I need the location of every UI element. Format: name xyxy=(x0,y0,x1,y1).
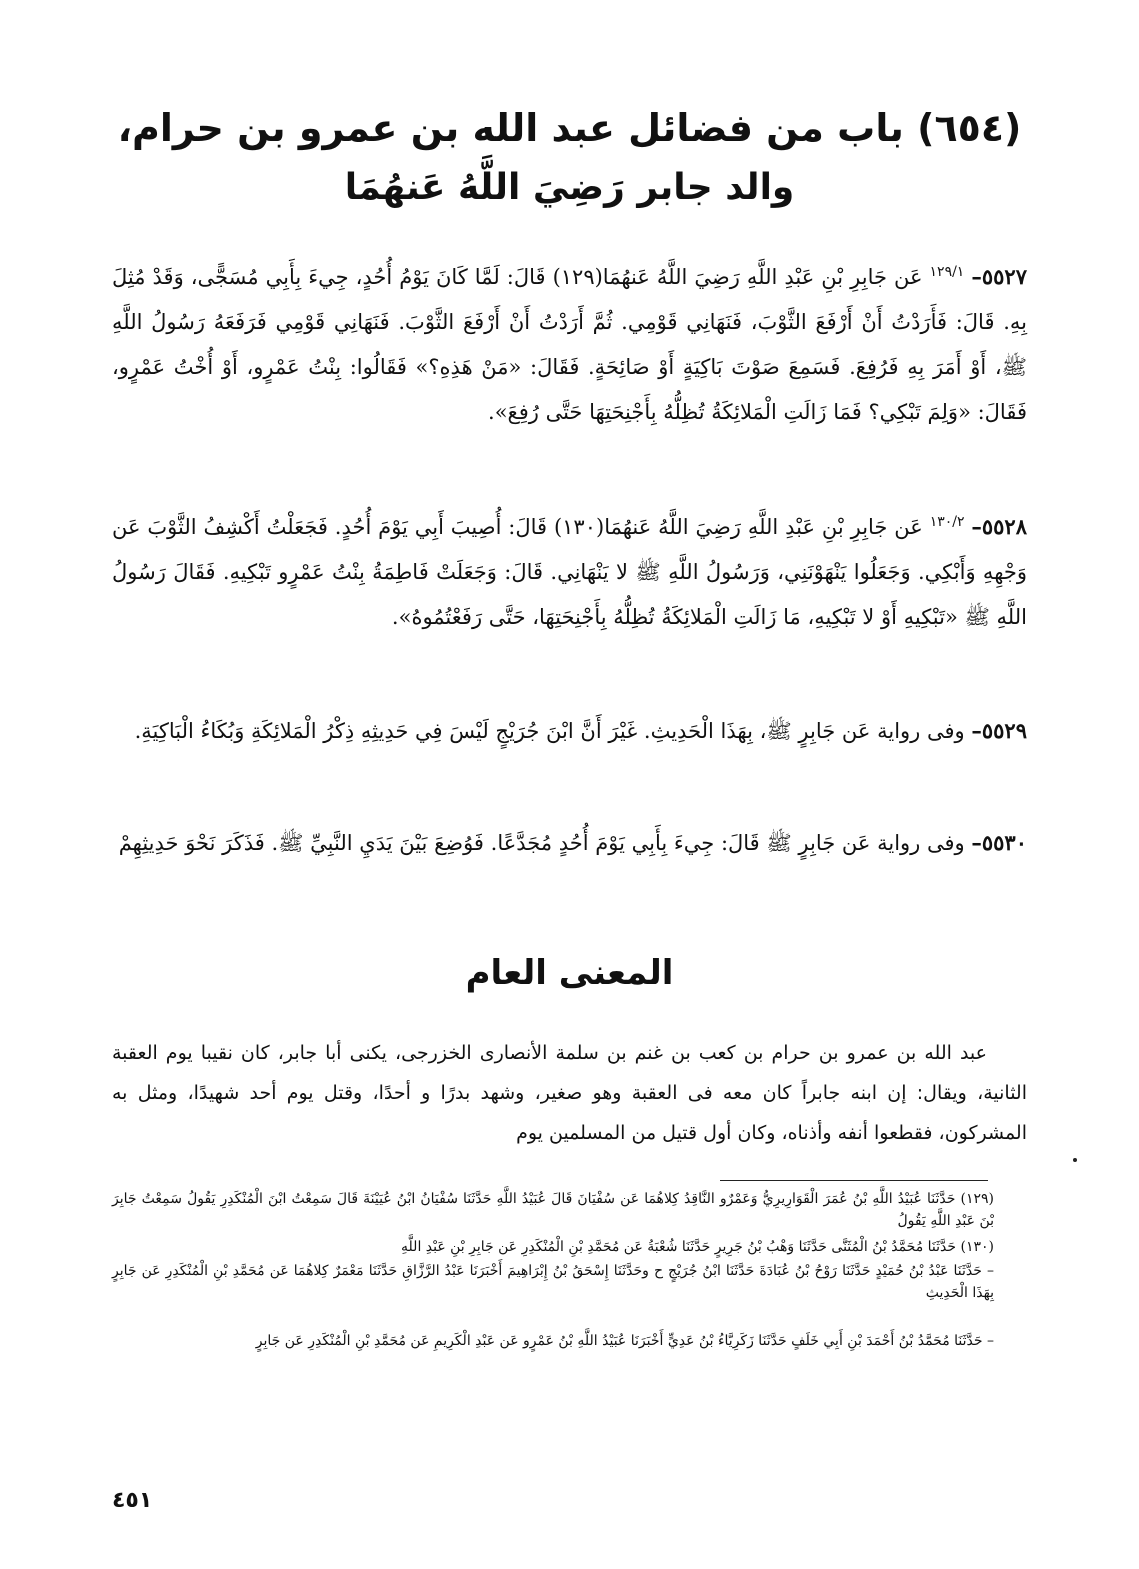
footnote-130-chain-2: – حَدَّثَنَا عَبْدُ بْنُ حُمَيْدٍ حَدَّثَنَا رَوْحُ بْنُ عُبَادَةَ حَدَّثَنَا ابْنُ جُرَيْجٍ ح وحَدَّثَنَا إِسْحَقُ بْنُ إِبْرَاهِيمَ أَخْبَرَنَا عَبْدُ الرَّزَّاقِ حَدَّثَنَا مَعْمَرٌ كِلاهُمَا عَن مُحَمَّدِ بْنِ الْمُنْكَدِرِ عَن جَابِرٍ بِهَذَا الْحَدِيثِ xyxy=(112,1263,994,1301)
hadith-number: ٥٥٢٨– xyxy=(971,514,1027,539)
hadith-text: عَن جَابِرِ بْنِ عَبْدِ اللَّهِ رَضِيَ اللَّهُ عَنهُمَا(١٢٩) قَالَ: لَمَّا كَانَ يَوْمُ أُحُدٍ، جِيءَ بِأَبِي مُسَجًّى، وَقَدْ مُثِلَ بِهِ. قَالَ: فَأَرَدْتُ أَنْ أَرْفَعَ الثَّوْبَ، فَنَهَانِي قَوْمِي. ثُمَّ أَرَدْتُ أَنْ أَرْفَعَ الثَّوْبَ. فَنَهَانِي قَوْمِي فَرَفَعَهُ رَسُولُ اللَّهِ ﷺ، أَوْ أَمَرَ بِهِ فَرُفِعَ. فَسَمِعَ صَوْتَ بَاكِيَةٍ أَوْ صَائِحَةٍ. فَقَالَ: «مَنْ هَذِهِ؟» فَقَالُوا: بِنْتُ عَمْرٍو، أَوْ أُخْتُ عَمْرٍو، فَقَالَ: «وَلِمَ تَبْكِي؟ فَمَا زَالَتِ الْمَلائِكَةُ تُظِلُّهُ بِأَجْنِحَتِهَا حَتَّى رُفِعَ». xyxy=(112,265,1027,424)
stray-dot xyxy=(1073,1158,1077,1162)
section-paragraph: عبد الله بن عمرو بن حرام بن كعب بن غنم بن سلمة الأنصارى الخزرجى، يكنى أبا جابر، كان نقيبا يوم العقبة الثانية، ويقال: إن ابنه جابراً كان معه فى العقبة وهو صغير، وشهد بدرًا و أحدًا، وقتل يوم أحد شهيدًا، ومثل به المشركون، فقطعوا أنفه وأذناه، وكان أول قتيل من المسلمين يوم xyxy=(112,1042,1027,1144)
hadith-number: ٥٥٢٩– xyxy=(971,718,1027,743)
hadith-reference: ١٣٠/٢ xyxy=(929,514,965,530)
page-number: ٤٥١ xyxy=(112,1488,153,1513)
footnote-130: (١٣٠) حَدَّثَنَا مُحَمَّدُ بْنُ الْمُثَنَّى حَدَّثَنَا وَهْبُ بْنُ جَرِيرٍ حَدَّثَنَا شُعْبَةُ عَن مُحَمَّدِ بْنِ الْمُنْكَدِرِ عَن جَابِرِ بْنِ عَبْدِ اللَّهِ xyxy=(401,1239,994,1255)
hadith-text: عَن جَابِرِ بْنِ عَبْدِ اللَّهِ رَضِيَ اللَّهُ عَنهُمَا(١٣٠) قَالَ: أُصِيبَ أَبِي يَوْمَ أُحُدٍ. فَجَعَلْتُ أَكْشِفُ الثَّوْبَ عَن وَجْهِهِ وَأَبْكِي. وَجَعَلُوا يَنْهَوْنَنِي، وَرَسُولُ اللَّهِ ﷺ لا يَنْهَانِي. قَالَ: وَجَعَلَتْ فَاطِمَةُ بِنْتُ عَمْرٍو تَبْكِيهِ. فَقَالَ رَسُولُ اللَّهِ ﷺ «تَبْكِيهِ أَوْ لا تَبْكِيهِ، مَا زَالَتِ الْمَلائِكَةُ تُظِلُّهُ بِأَجْنِحَتِهَا، حَتَّى رَفَعْتُمُوهُ». xyxy=(112,515,1027,629)
chapter-subtitle: والد جابر رَضِيَ اللَّهُ عَنهُمَا xyxy=(344,167,795,208)
hadith-text: وفى رواية عَن جَابِرٍ ﷺ قَالَ: جِيءَ بِأَبِي يَوْمَ أُحُدٍ مُجَدَّعًا. فَوُضِعَ بَيْنَ يَدَيِ النَّبِيِّ ﷺ. فَذَكَرَ نَحْوَ حَدِيثِهِمْ xyxy=(118,831,965,855)
hadith-number: ٥٥٣٠– xyxy=(971,830,1027,855)
hadith-5529 xyxy=(112,708,1027,754)
hadith-5528 xyxy=(112,500,1027,640)
hadith-5527 xyxy=(112,250,1027,435)
section-heading: المعنى العام xyxy=(465,953,674,993)
hadith-reference: ١٢٩/١ xyxy=(929,264,965,280)
hadith-5530 xyxy=(112,820,1027,866)
hadith-text: وفى رواية عَن جَابِرٍ ﷺ، بِهَذَا الْحَدِيثِ. غَيْرَ أَنَّ ابْنَ جُرَيْجٍ لَيْسَ فِي حَدِيثِهِ ذِكْرُ الْمَلائِكَةِ وَبُكَاءُ الْبَاكِيَةِ. xyxy=(134,719,965,743)
hadith-number: ٥٥٢٧– xyxy=(971,264,1027,289)
footnote-130-chain-3: – حَدَّثَنَا مُحَمَّدُ بْنُ أَحْمَدَ بْنِ أَبِي خَلَفٍ حَدَّثَنَا زَكَرِيَّاءُ بْنُ عَدِيٍّ أَخْبَرَنَا عُبَيْدُ اللَّهِ بْنُ عَمْرٍو عَن عَبْدِ الْكَرِيمِ عَن مُحَمَّدِ بْنِ الْمُنْكَدِرِ عَن جَابِرٍ xyxy=(255,1333,994,1349)
footnote-divider xyxy=(720,1180,988,1181)
footnote-129: (١٢٩) حَدَّثَنَا عُبَيْدُ اللَّهِ بْنُ عُمَرَ الْقَوَارِيرِيُّ وَعَمْرٌو النَّاقِدُ كِلاهُمَا عَن سُفْيَانَ قَالَ عُبَيْدُ اللَّهِ حَدَّثَنَا سُفْيَانُ ابْنُ عُيَيْنَةَ قَالَ سَمِعْتُ ابْنَ الْمُنْكَدِرِ يَقُولُ سَمِعْتُ جَابِرَ بْنَ عَبْدِ اللَّهِ يَقُولُ xyxy=(112,1191,995,1229)
chapter-title: (٦٥٤) باب من فضائل عبد الله بن عمرو بن حرام، xyxy=(117,106,1022,150)
